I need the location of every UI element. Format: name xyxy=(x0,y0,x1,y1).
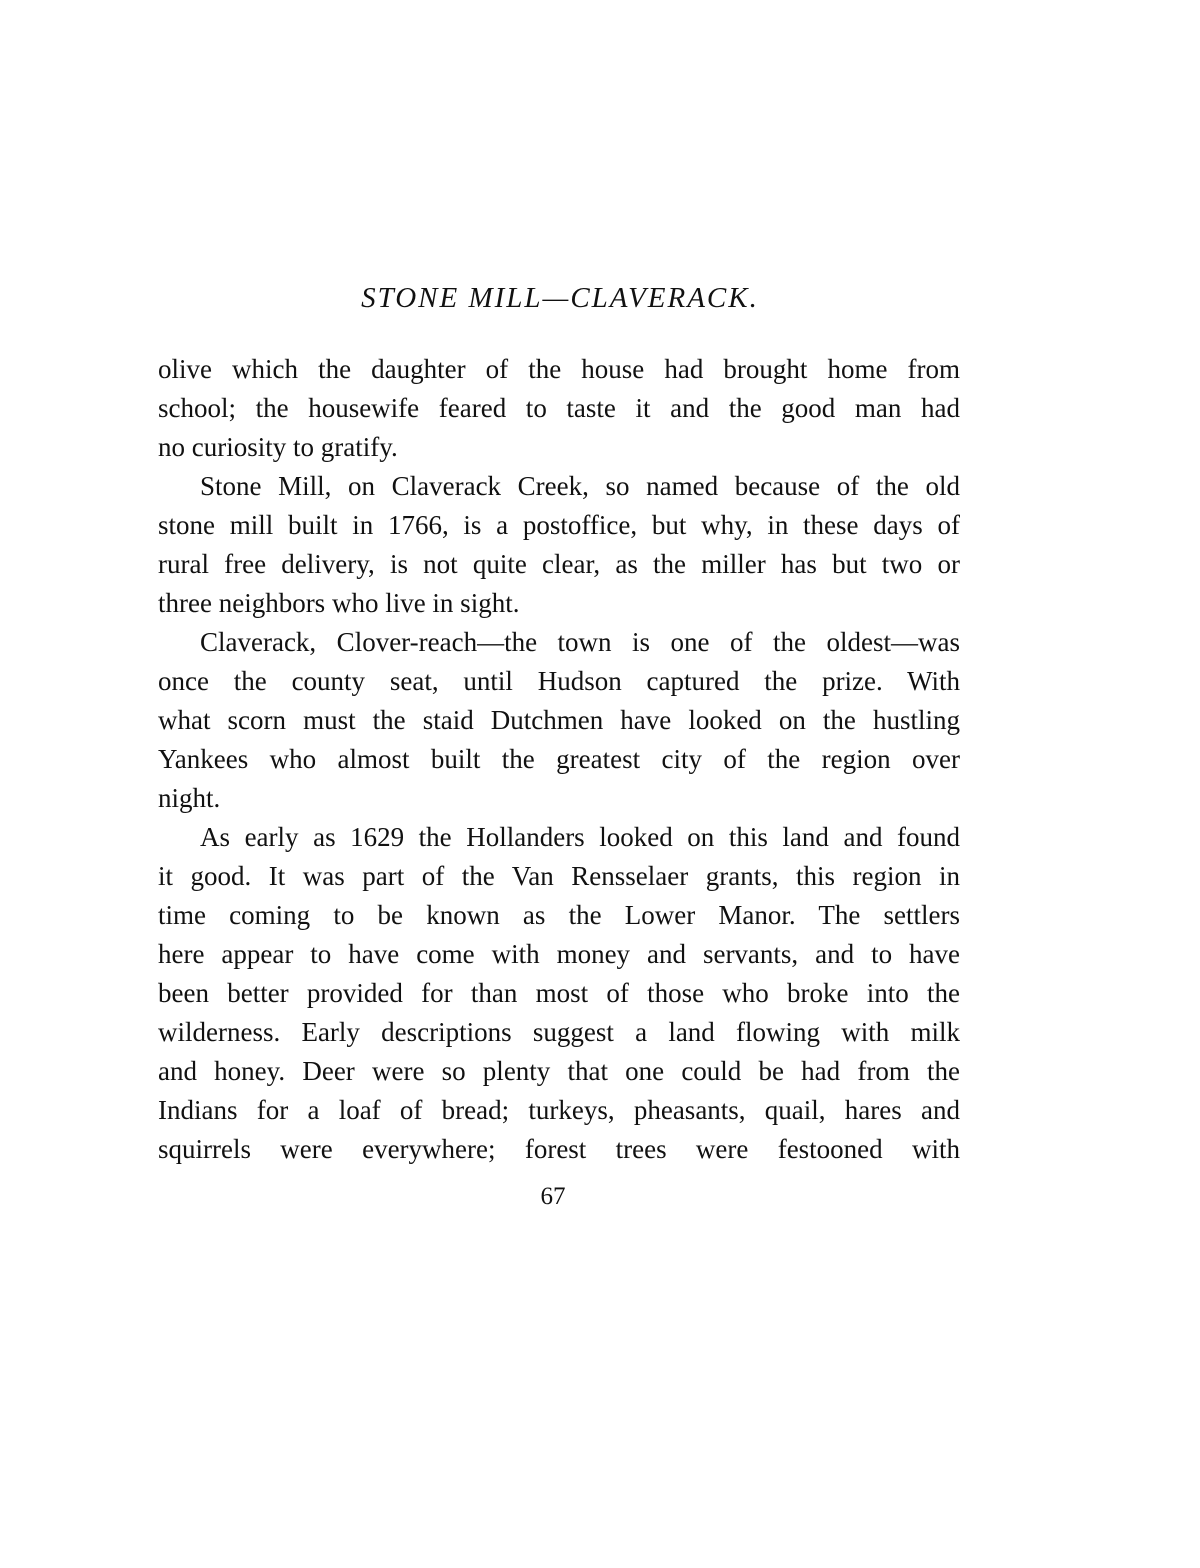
text-line: Stone Mill, on Claverack Creek, so named because of the old xyxy=(200,471,960,501)
text-line: and honey. Deer were so plenty that one could be had from the xyxy=(158,1056,960,1086)
text-line: been better provided for than most of those who broke into the xyxy=(158,978,960,1008)
text-line: three neighbors who live in sight. xyxy=(158,588,520,618)
text-line: rural free delivery, is not quite clear, as the miller has but two or xyxy=(158,549,960,579)
text-line: it good. It was part of the Van Rensselaer grants, this region in xyxy=(158,861,960,891)
text-line: olive which the daughter of the house had brought home from xyxy=(158,354,960,384)
text-line: time coming to be known as the Lower Manor. The settlers xyxy=(158,900,960,930)
text-line: night. xyxy=(158,783,221,813)
text-line: As early as 1629 the Hollanders looked on this land and found xyxy=(200,822,960,852)
text-line: here appear to have come with money and servants, and to have xyxy=(158,939,960,969)
text-line: no curiosity to gratify. xyxy=(158,432,398,462)
text-line: squirrels were everywhere; forest trees were festooned with xyxy=(158,1134,960,1164)
running-head: STONE MILL—CLAVERACK. xyxy=(361,282,759,314)
text-line: Indians for a loaf of bread; turkeys, pheasants, quail, hares and xyxy=(158,1095,960,1125)
text-line: Claverack, Clover-reach—the town is one of the oldest—was xyxy=(200,627,960,657)
page-number: 67 xyxy=(540,1183,566,1210)
text-line: wilderness. Early descriptions suggest a land flowing with milk xyxy=(158,1017,960,1047)
text-line: what scorn must the staid Dutchmen have looked on the hustling xyxy=(158,705,960,735)
text-line: school; the housewife feared to taste it and the good man had xyxy=(158,393,960,423)
text-line: Yankees who almost built the greatest city of the region over xyxy=(158,744,960,774)
text-line: stone mill built in 1766, is a postoffice, but why, in these days of xyxy=(158,510,960,540)
body-text xyxy=(158,350,960,1169)
text-line: once the county seat, until Hudson captured the prize. With xyxy=(158,666,960,696)
